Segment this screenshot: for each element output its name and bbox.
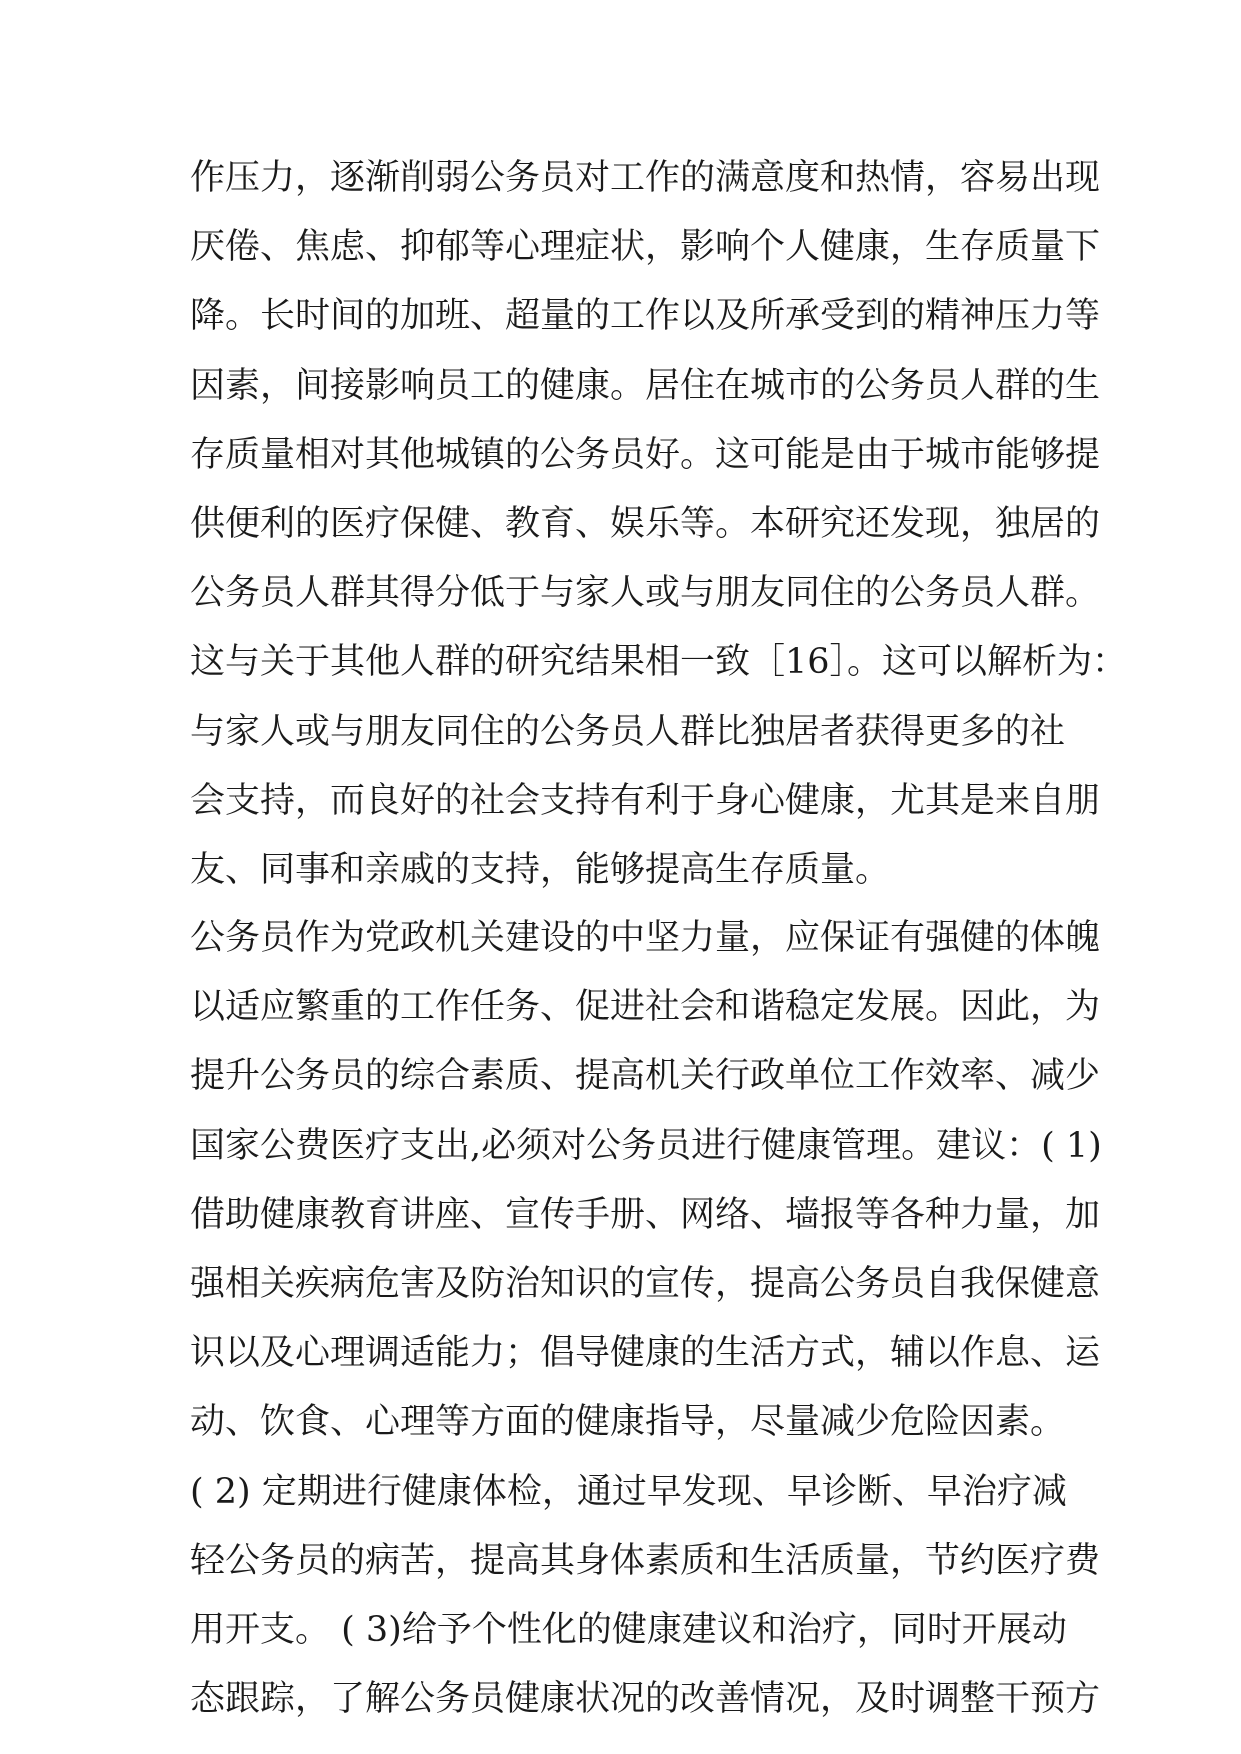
text-line: 公务员人群其得分低于与家人或与朋友同住的公务员人群。 [190, 573, 1101, 614]
text-line: 存质量相对其他城镇的公务员好。这可能是由于城市能够提 [190, 434, 1101, 475]
text-line: 国家公费医疗支出,必须对公务员进行健康管理。建议：( 1) [190, 1125, 1102, 1166]
paragraph-2 [190, 918, 1102, 1748]
text-line: 识以及心理调适能力；倡导健康的生活方式，辅以作息、运 [190, 1333, 1101, 1374]
text-line: 与家人或与朋友同住的公务员人群比独居者获得更多的社 [190, 711, 1066, 752]
text-line: 作压力，逐渐削弱公务员对工作的满意度和热情，容易出现 [190, 158, 1101, 198]
text-line: ( 2) 定期进行健康体检，通过早发现、早诊断、早治疗减 [190, 1471, 1067, 1512]
text-line: 友、同事和亲戚的支持，能够提高生存质量。 [190, 849, 891, 890]
text-line: 公务员作为党政机关建设的中坚力量，应保证有强健的体魄 [190, 918, 1101, 958]
text-line: 态跟踪，了解公务员健康状况的改善情况，及时调整干预方 [190, 1679, 1101, 1720]
text-line: 降。长时间的加班、超量的工作以及所承受到的精神压力等 [190, 296, 1101, 337]
text-line: 厌倦、焦虑、抑郁等心理症状，影响个人健康，生存质量下 [190, 227, 1101, 268]
text-line: 动、饮食、心理等方面的健康指导，尽量减少危险因素。 [190, 1402, 1066, 1443]
text-line: 用开支。 ( 3)给予个性化的健康建议和治疗，同时开展动 [190, 1609, 1067, 1650]
text-line: 轻公务员的病苦，提高其身体素质和生活质量，节约医疗费 [190, 1540, 1101, 1581]
text-line: 以适应繁重的工作任务、促进社会和谐稳定发展。因此，为 [190, 987, 1101, 1028]
text-line: 强相关疾病危害及防治知识的宣传，提高公务员自我保健意 [190, 1263, 1101, 1304]
text-line: 因素，间接影响员工的健康。居住在城市的公务员人群的生 [190, 365, 1101, 406]
text-line: 借助健康教育讲座、宣传手册、网络、墙报等各种力量，加 [190, 1194, 1101, 1235]
text-line: 供便利的医疗保健、教育、娱乐等。本研究还发现，独居的 [190, 503, 1101, 544]
text-line: 提升公务员的综合素质、提高机关行政单位工作效率、减少 [190, 1056, 1101, 1097]
paragraph-1 [190, 158, 1128, 919]
text-line: 会支持，而良好的社会支持有利于身心健康，尤其是来自朋 [190, 780, 1101, 821]
text-line: 这与关于其他人群的研究结果相一致［16］。这可以解析为： [190, 642, 1128, 683]
